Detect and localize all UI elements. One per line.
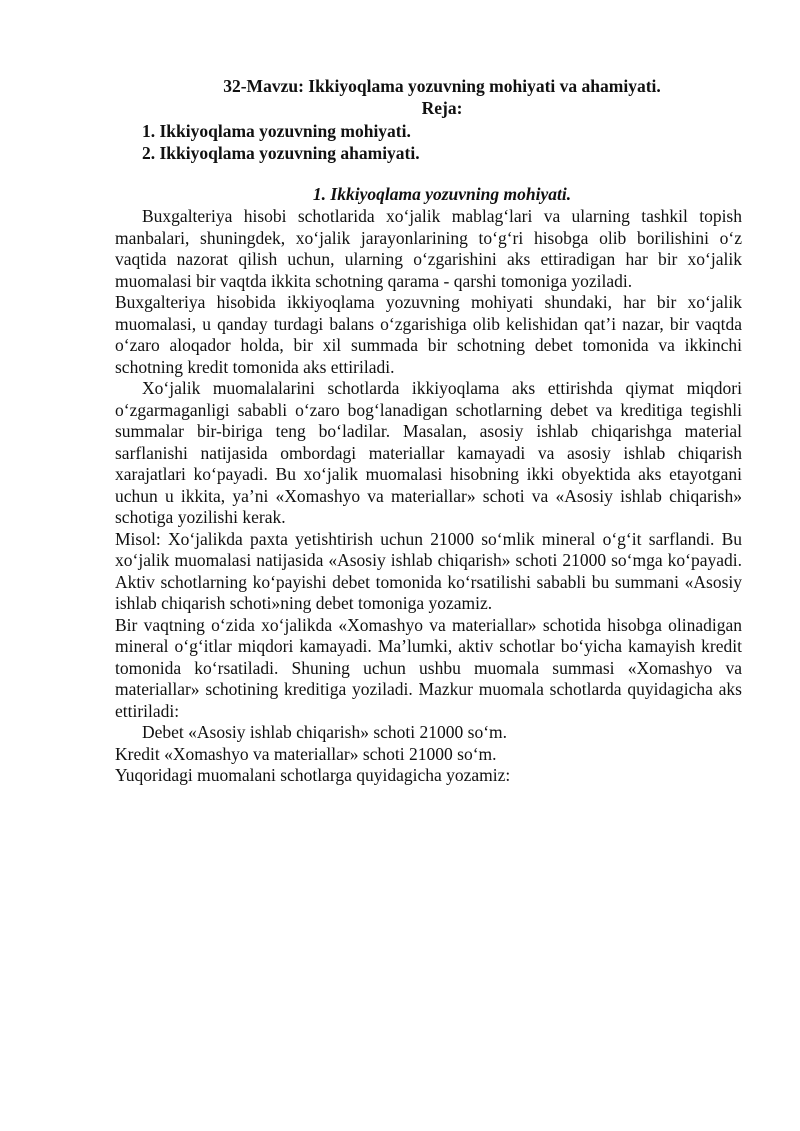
paragraph: Misol: Xo‘jalikda paxta yetishtirish uchun 21000 so‘mlik mineral o‘g‘it sarflandi. Bu xo‘jalik muomalasi natijasida «Asosiy ishlab chiqarish» schoti 21000 so‘mga ko‘payadi. Aktiv schotlarning ko‘payishi debet tomonida ko‘rsatilishi sababli bu summani «Asosiy ishlab chiqarish schoti»ning debet tomoniga yozamiz. xyxy=(115,528,742,613)
plan-heading: Reja: xyxy=(421,98,463,118)
paragraph: Xo‘jalik muomalalarini schotlarda ikkiyoqlama aks ettirishda qiymat miqdori o‘zgarmaganligi sababli o‘zaro bog‘lanadigan schotlarning debet va kreditiga tegishli summalar bir-biriga teng bo‘ladilar. Masalan, asosiy ishlab chiqarishga material sarflanishi natijasida ombordagi materiallar kamayadi va asosiy ishlab chiqarish xarajatlari ko‘payadi. Bu xo‘jalik muomalasi hisobning ikki obyektida aks etayotgani uchun u ikkita, ya’ni «Xomashyo va materiallar» schoti va «Asosiy ishlab chiqarish» schotiga yozilishi kerak. xyxy=(115,378,742,527)
paragraph: Debet «Asosiy ishlab chiqarish» schoti 21000 so‘m. xyxy=(142,722,508,742)
plan-list-item-2 xyxy=(142,143,420,165)
plan-list-item-1 xyxy=(142,121,411,143)
paragraph: Yuqoridagi muomalani schotlarga quyidagicha yozamiz: xyxy=(115,765,511,785)
plan-item: 2. Ikkiyoqlama yozuvning ahamiyati. xyxy=(142,143,420,163)
page-title: 32-Mavzu: Ikkiyoqlama yozuvning mohiyati va ahamiyati. xyxy=(223,76,661,96)
paragraph: Kredit «Xomashyo va materiallar» schoti 21000 so‘m. xyxy=(115,743,497,764)
paragraph: Bir vaqtning o‘zida xo‘jalikda «Xomashyo va materiallar» schotida hisobga olinadigan mineral o‘g‘itlar miqdori kamayadi. Ma’lumki, aktiv schotlar bo‘yicha kamayish kredit tomonida ko‘rsatiladi. Shuning uchun ushbu muomala summasi «Xomashyo va materiallar» schotining kreditiga yoziladi. Mazkur muomala schotlarda quyidagicha aks ettiriladi: xyxy=(115,614,742,721)
plan-item: 1. Ikkiyoqlama yozuvning mohiyati. xyxy=(142,121,411,141)
paragraph: Buxgalteriya hisobida ikkiyoqlama yozuvning mohiyati shundaki, har bir xo‘jalik muomalasi, u qanday turdagi balans o‘zgarishiga olib kelishidan qat’i nazar, bir vaqtda o‘zaro aloqador holda, bir xil summada bir schotning debet tomonida va ikkinchi schotning kredit tomonida aks ettiriladi. xyxy=(115,292,742,377)
body-text xyxy=(115,206,742,787)
paragraph: Buxgalteriya hisobi schotlarida xo‘jalik mablag‘lari va ularning tashkil topish manbalari, shuningdek, xo‘jalik jarayonlarining to‘g‘ri hisobga olib borilishini o‘z vaqtida nazorat qilish uchun, ularning o‘zgarishini aks ettiradigan har bir xo‘jalik muomalasi bir vaqtda ikkita schotning qarama - qarshi tomoniga yoziladi. xyxy=(115,206,742,291)
section-heading: 1. Ikkiyoqlama yozuvning mohiyati. xyxy=(312,184,572,204)
